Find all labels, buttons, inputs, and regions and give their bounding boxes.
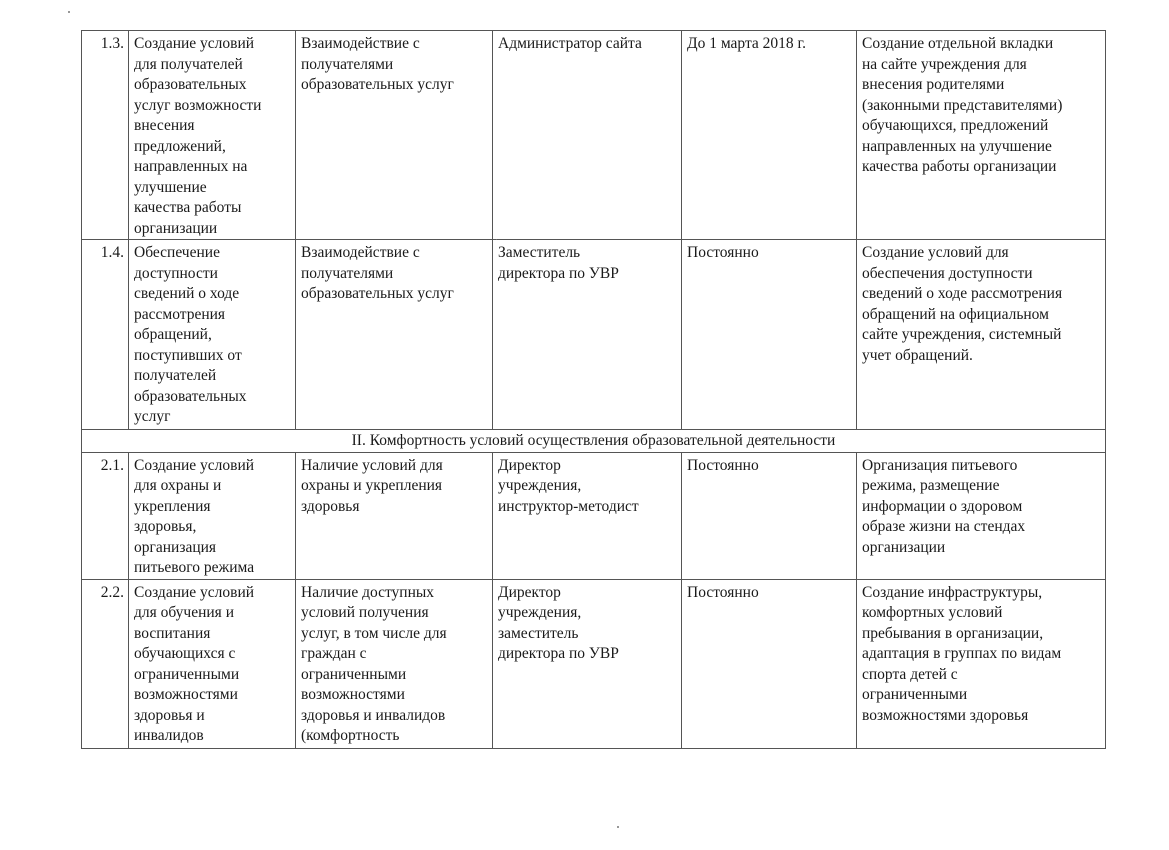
responsible-cell: Директор учреждения, инструктор-методист [493,452,682,579]
measure-cell: Обеспечение доступности сведений о ходе рассмотрения обращений, поступивших от получателей образовательных услуг [129,240,296,430]
responsible-cell: Заместитель директора по УВР [493,240,682,430]
basis-cell: Взаимодействие с получателями образовательных услуг [296,240,493,430]
row-number: 2.1. [82,452,129,579]
basis-cell: Взаимодействие с получателями образовательных услуг [296,31,493,240]
section-heading: II. Комфортность условий осуществления образовательной деятельности [82,430,1106,453]
measure-cell: Создание условий для охраны и укрепления здоровья, организация питьевого режима [129,452,296,579]
scan-speck [496,239,497,240]
scan-speck [68,11,70,13]
result-cell: Создание условий для обеспечения доступности сведений о ходе рассмотрения обращений на официальном сайте учреждения, системный учет обращений. [857,240,1106,430]
table-row [82,240,1106,430]
responsible-cell: Директор учреждения, заместитель директора по УВР [493,579,682,748]
basis-cell: Наличие условий для охраны и укрепления здоровья [296,452,493,579]
deadline-cell: Постоянно [682,452,857,579]
table-row [82,579,1106,748]
deadline-cell: Постоянно [682,240,857,430]
table-row [82,452,1106,579]
row-number: 2.2. [82,579,129,748]
section-row [82,430,1106,453]
row-number: 1.3. [82,31,129,240]
measure-cell: Создание условий для обучения и воспитания обучающихся с ограниченными возможностями здоровья и инвалидов [129,579,296,748]
responsible-cell: Администратор сайта [493,31,682,240]
measure-cell: Создание условий для получателей образовательных услуг возможности внесения предложений, направленных на улучшение качества работы организации [129,31,296,240]
deadline-cell: До 1 марта 2018 г. [682,31,857,240]
action-plan-table [81,30,1106,749]
basis-cell: Наличие доступных условий получения услуг, в том числе для граждан с ограниченными возможностями здоровья и инвалидов (комфортность [296,579,493,748]
row-number: 1.4. [82,240,129,430]
table-row [82,31,1106,240]
deadline-cell: Постоянно [682,579,857,748]
result-cell: Создание инфраструктуры, комфортных условий пребывания в организации, адаптация в группах по видам спорта детей с ограниченными возможностями здоровья [857,579,1106,748]
scan-speck [617,826,619,828]
result-cell: Создание отдельной вкладки на сайте учреждения для внесения родителями (законными представителями) обучающихся, предложений направленных на улучшение качества работы организации [857,31,1106,240]
result-cell: Организация питьевого режима, размещение информации о здоровом образе жизни на стендах организации [857,452,1106,579]
